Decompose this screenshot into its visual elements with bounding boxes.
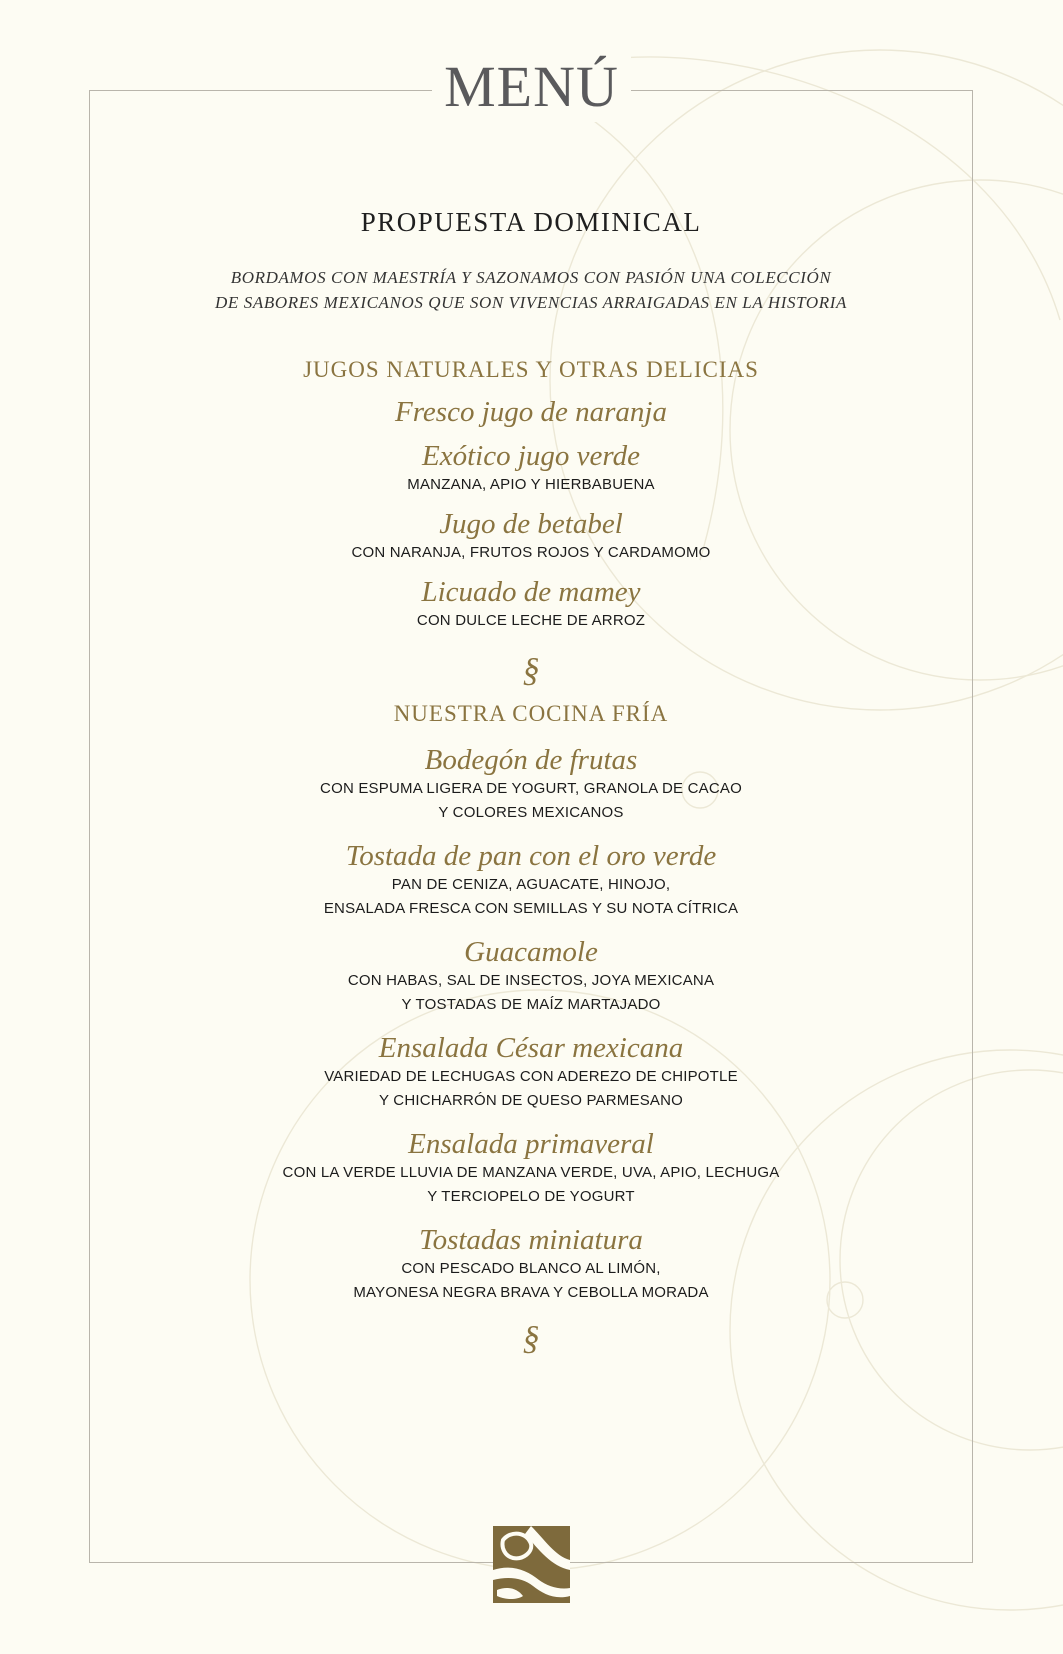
dish-description: MAYONESA NEGRA BRAVA Y CEBOLLA MORADA — [353, 1284, 709, 1301]
dish-name: Fresco jugo de naranja — [395, 396, 667, 428]
dish-description: CON ESPUMA LIGERA DE YOGURT, GRANOLA DE CACAO — [320, 780, 742, 797]
section-separator: § — [522, 1320, 540, 1357]
dish-description: CON DULCE LECHE DE ARROZ — [416, 612, 646, 629]
dish-description: Y COLORES MEXICANOS — [438, 804, 624, 821]
menu-item — [89, 935, 973, 1017]
section-heading-cold-kitchen: NUESTRA COCINA FRÍA — [393, 701, 669, 726]
dish-name: Licuado de mamey — [421, 576, 641, 608]
menu-item — [89, 439, 973, 497]
menu-item — [89, 1127, 973, 1209]
dish-description: PAN DE CENIZA, AGUACATE, HINOJO, — [391, 876, 671, 893]
dish-description: Y CHICHARRÓN DE QUESO PARMESANO — [378, 1092, 684, 1109]
dish-description: CON NARANJA, FRUTOS ROJOS Y CARDAMOMO — [351, 544, 711, 561]
dish-description: CON LA VERDE LLUVIA DE MANZANA VERDE, UVA, APIO, LECHUGA — [282, 1164, 780, 1181]
title-area — [0, 52, 1063, 122]
menu-item — [89, 839, 973, 921]
intro-line: DE SABORES MEXICANOS QUE SON VIVENCIAS ARRAIGADAS EN LA HISTORIA — [215, 293, 847, 312]
dish-description: VARIEDAD DE LECHUGAS CON ADEREZO DE CHIPOTLE — [324, 1068, 738, 1085]
menu-item — [89, 1223, 973, 1305]
page-title: MENÚ — [432, 52, 631, 122]
dish-name: Ensalada primaveral — [408, 1128, 654, 1160]
restaurant-logo-icon — [493, 1526, 570, 1603]
dish-description: Y TERCIOPELO DE YOGURT — [427, 1188, 635, 1205]
dish-description: CON PESCADO BLANCO AL LIMÓN, — [401, 1260, 661, 1277]
menu-item — [89, 575, 973, 633]
intro-text — [89, 265, 973, 315]
menu-item — [89, 395, 973, 429]
cold-kitchen-list — [89, 743, 973, 1305]
menu-item — [89, 743, 973, 825]
dish-name: Guacamole — [464, 936, 598, 968]
menu-item — [89, 1031, 973, 1113]
dish-description: Y TOSTADAS DE MAÍZ MARTAJADO — [401, 996, 661, 1013]
intro-line: BORDAMOS CON MAESTRÍA Y SAZONAMOS CON PASIÓN UNA COLECCIÓN — [230, 268, 832, 287]
dish-name: Exótico jugo verde — [422, 440, 640, 472]
dish-name: Jugo de betabel — [439, 508, 623, 540]
section-separator: § — [522, 652, 540, 689]
dish-name: Tostadas miniatura — [419, 1224, 643, 1256]
dish-description: ENSALADA FRESCA CON SEMILLAS Y SU NOTA CÍTRICA — [323, 900, 739, 917]
dish-description: MANZANA, APIO Y HIERBABUENA — [407, 476, 655, 493]
menu-subtitle: PROPUESTA DOMINICAL — [360, 207, 702, 237]
dish-name: Bodegón de frutas — [424, 744, 638, 776]
menu-content — [89, 205, 973, 1359]
dish-name: Ensalada César mexicana — [378, 1032, 684, 1064]
dish-description: CON HABAS, SAL DE INSECTOS, JOYA MEXICANA — [347, 972, 715, 989]
dish-name: Tostada de pan con el oro verde — [345, 840, 717, 872]
section-heading-juices: JUGOS NATURALES Y OTRAS DELICIAS — [303, 357, 759, 382]
menu-item — [89, 507, 973, 565]
